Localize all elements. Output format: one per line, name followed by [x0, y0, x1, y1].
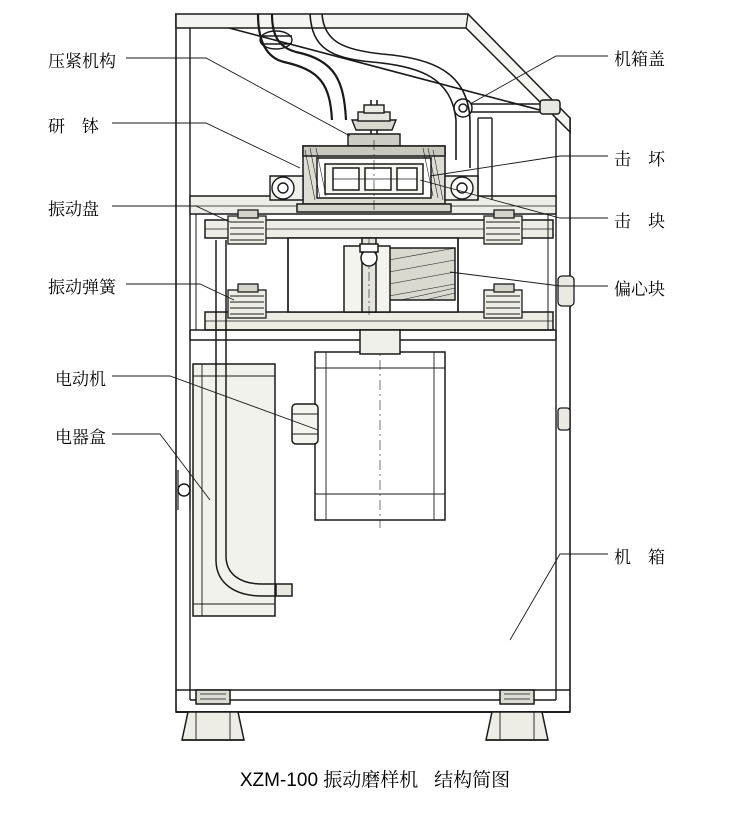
- figure-caption: XZM-100 振动磨样机 结构简图: [239, 770, 511, 791]
- label-motor: 电动机: [55, 370, 106, 389]
- label-cabinet: 机 箱: [614, 548, 665, 567]
- label-striker-ball: 击 坏: [614, 150, 665, 169]
- label-grinding-bowl: 研 钵: [48, 117, 99, 136]
- label-vibration-spring: 振动弹簧: [48, 278, 116, 297]
- label-eccentric-block: 偏心块: [614, 280, 665, 299]
- label-electrical-box: 电器盒: [55, 428, 106, 447]
- label-vibration-plate: 振动盘: [48, 200, 99, 219]
- label-clamping-mechanism: 压紧机构: [48, 52, 116, 71]
- grinding-bowl: [297, 140, 451, 214]
- label-striker-block: 击 块: [614, 212, 665, 231]
- label-cabinet-lid: 机箱盖: [614, 50, 665, 69]
